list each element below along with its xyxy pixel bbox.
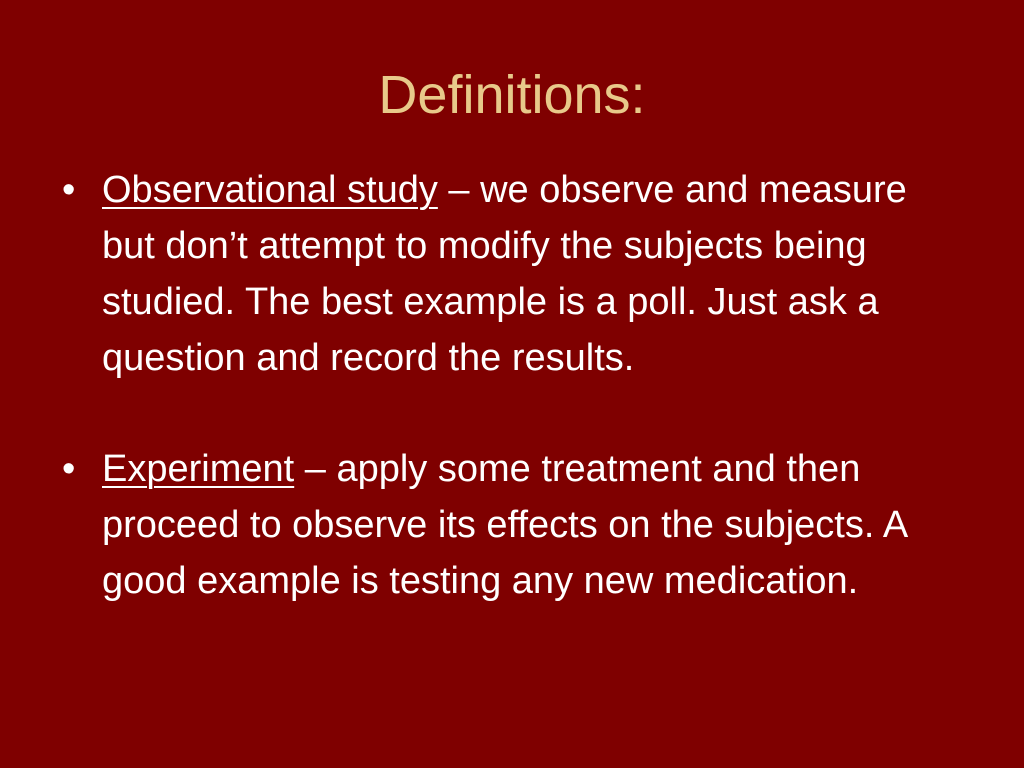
- bullet-experiment: [62, 441, 962, 609]
- bullet-list: [62, 162, 962, 609]
- term-observational-study: Observational study: [102, 169, 438, 211]
- bullet-observational-study: [62, 162, 962, 386]
- definition-observational-study: – we observe and measure but don’t attempt to modify the subjects being studied. The best example is a poll. Just ask a question and record the results.: [102, 169, 907, 379]
- slide-title: Definitions:: [378, 65, 646, 125]
- term-experiment: Experiment: [102, 448, 295, 490]
- bullet-icon: •: [62, 169, 76, 211]
- definition-experiment: – apply some treatment and then proceed to observe its effects on the subjects. A good example is testing any new medication.: [102, 448, 907, 602]
- bullet-icon: •: [62, 448, 76, 490]
